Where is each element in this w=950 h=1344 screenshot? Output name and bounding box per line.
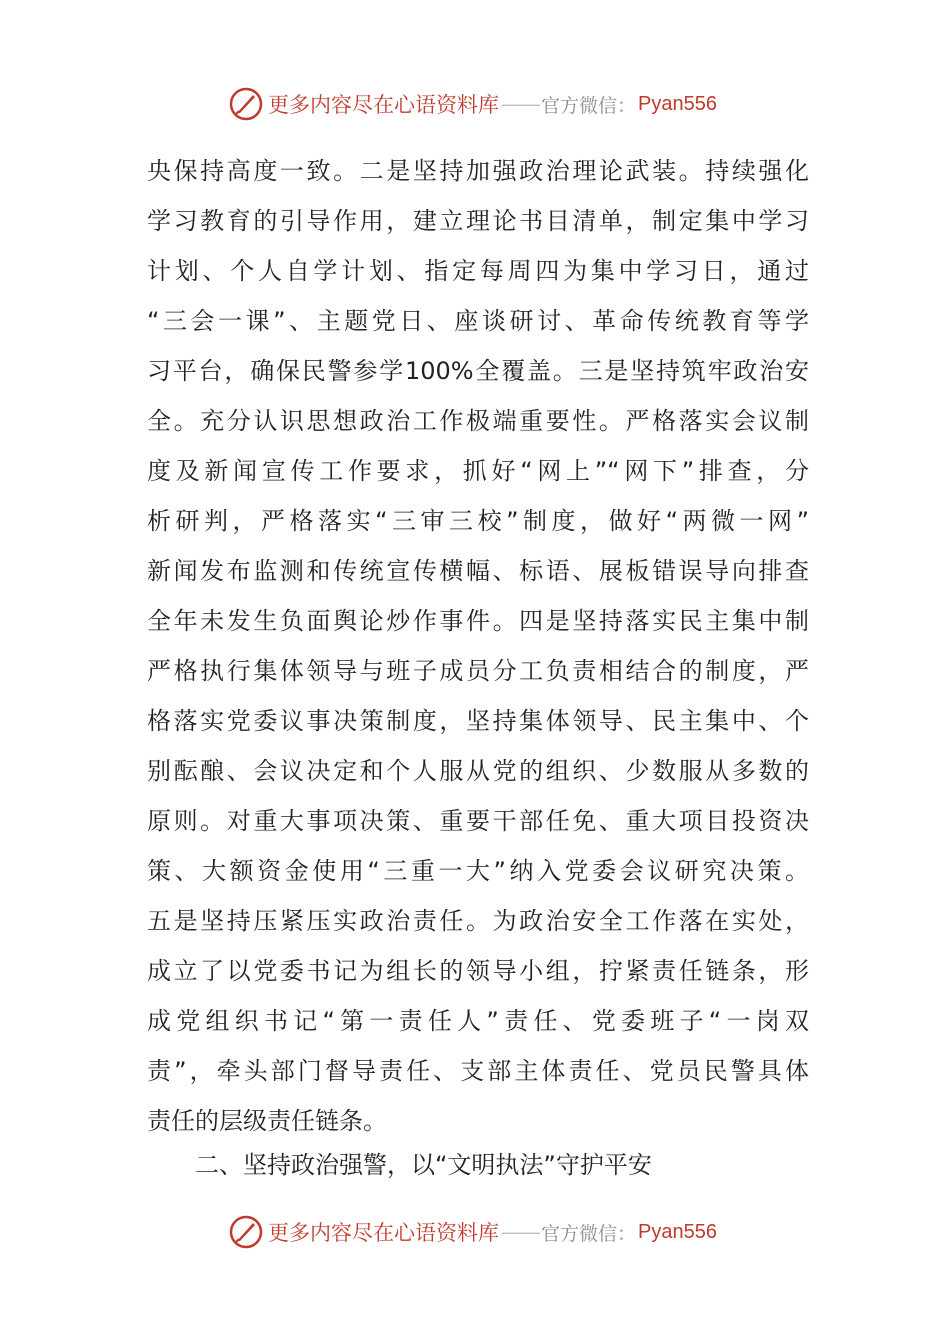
body-line: 成党组织书记“第一责任人”责任、党委班子“一岗双: [147, 1007, 809, 1035]
feather-pen-logo-icon: [228, 1214, 264, 1250]
body-line: “三会一课”、主题党日、座谈研讨、革命传统教育等学: [147, 307, 809, 335]
watermark-separator: ——: [501, 92, 539, 116]
body-line: 原则。对重大事项决策、重要干部任免、重大项目投资决: [147, 807, 809, 835]
body-line: 度及新闻宣传工作要求，抓好“网上”“网下”排查，分: [147, 457, 809, 485]
body-line: 计划、个人自学计划、指定每周四为集中学习日，通过: [147, 257, 809, 285]
body-line: 严格执行集体领导与班子成员分工负责相结合的制度，严: [147, 657, 809, 685]
body-line: 格落实党委议事决策制度，坚持集体领导、民主集中、个: [147, 707, 809, 735]
body-line: 成立了以党委书记为组长的领导小组，拧紧责任链条，形: [147, 957, 809, 985]
watermark-handle: Pyan556: [638, 92, 717, 115]
watermark-banner-top: [228, 84, 717, 124]
body-line: 析研判，严格落实“三审三校”制度，做好“两微一网”: [147, 507, 809, 535]
body-line: 五是坚持压紧压实政治责任。为政治安全工作落在实处，: [147, 907, 809, 935]
document-body: [147, 146, 809, 1146]
body-line: 央保持高度一致。二是坚持加强政治理论武装。持续强化: [147, 157, 809, 185]
watermark-handle: Pyan556: [638, 1220, 717, 1243]
body-line: 别酝酿、会议决定和个人服从党的组织、少数服从多数的: [147, 757, 809, 785]
body-line: 策、大额资金使用“三重一大”纳入党委会议研究决策。: [147, 857, 809, 885]
section-heading: 二、坚持政治强警，以“文明执法”守护平安: [195, 1151, 652, 1179]
body-line: 学习教育的引导作用，建立理论书目清单，制定集中学习: [147, 207, 809, 235]
body-line: 全。充分认识思想政治工作极端重要性。严格落实会议制: [147, 407, 809, 435]
watermark-separator: ——: [501, 1220, 539, 1244]
body-line: 新闻发布监测和传统宣传横幅、标语、展板错误导向排查: [147, 557, 809, 585]
body-line: 习平台，确保民警参学100%全覆盖。三是坚持筑牢政治安: [147, 357, 809, 385]
body-line: 全年未发生负面舆论炒作事件。四是坚持落实民主集中制: [147, 607, 809, 635]
watermark-banner-bottom: [228, 1212, 717, 1252]
watermark-promo-text: 更多内容尽在心语资料库: [268, 1221, 499, 1245]
body-line-last: 责任的层级责任链条。: [147, 1107, 387, 1135]
feather-pen-logo-icon: [228, 86, 264, 122]
watermark-promo-text: 更多内容尽在心语资料库: [268, 93, 499, 117]
watermark-official-label: 官方微信：: [541, 1222, 637, 1245]
watermark-official-label: 官方微信：: [541, 94, 637, 117]
body-line: 责”，牵头部门督导责任、支部主体责任、党员民警具体: [147, 1057, 809, 1085]
